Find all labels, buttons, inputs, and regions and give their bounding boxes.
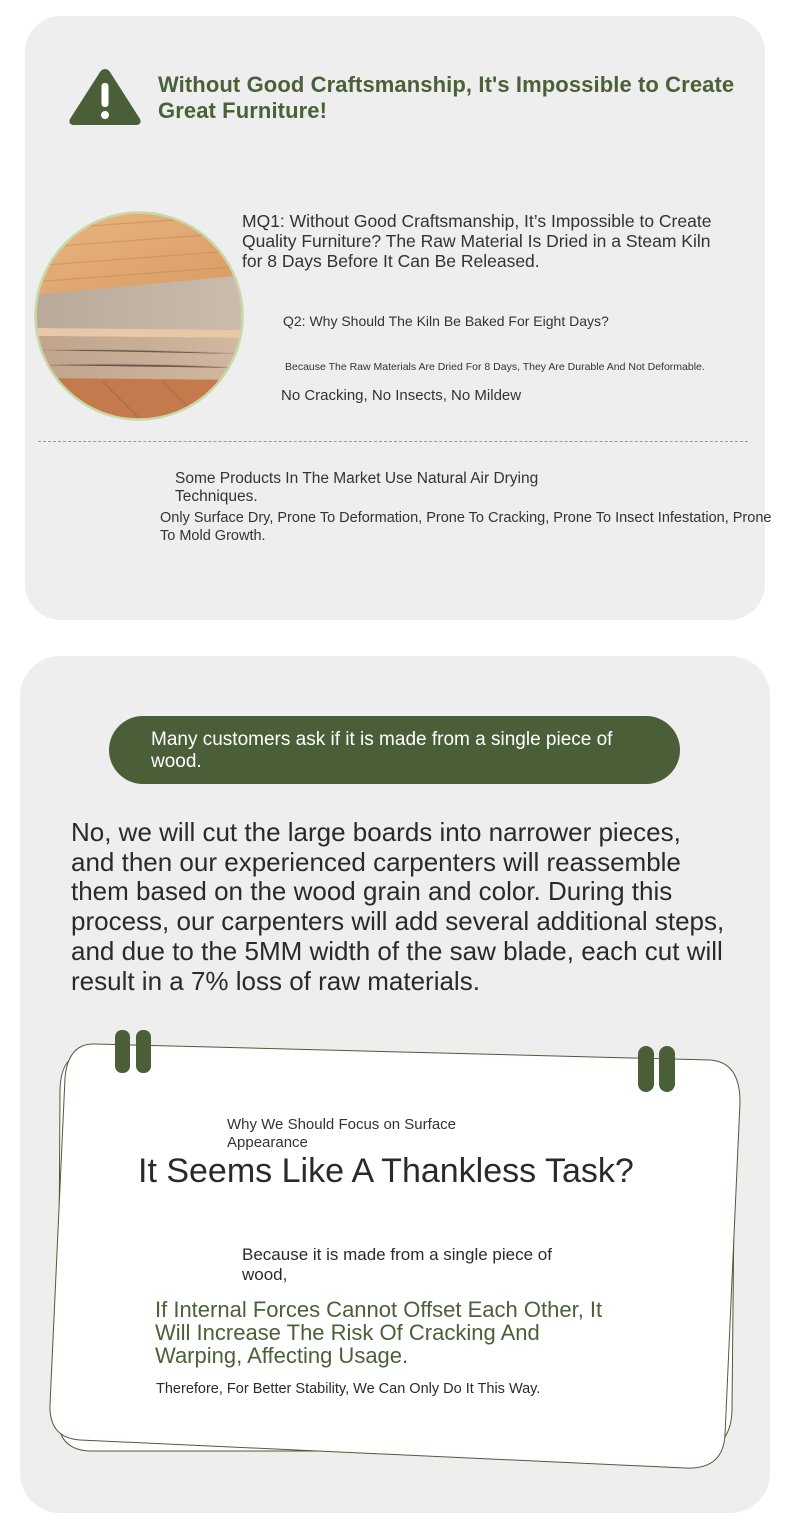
section-divider xyxy=(38,441,748,442)
answer-paragraph: No, we will cut the large boards into narrower pieces, and then our experienced carpenters will reassemble them based on the wood grain and color. During this process, our carpenters will add several additional steps, and due to the 5MM width of the saw blade, each cut will result in a 7% loss of raw materials. xyxy=(71,817,725,996)
card-title: It Seems Like A Thankless Task? xyxy=(138,1152,634,1190)
wood-grain-photo xyxy=(33,210,245,422)
card-warning: If Internal Forces Cannot Offset Each Other, It Will Increase The Risk Of Cracking And Warping, Affecting Usage. xyxy=(155,1297,603,1368)
benefits-list: No Cracking, No Insects, No Mildew xyxy=(281,387,522,404)
mq1-question: MQ1: Without Good Craftsmanship, It’s Impossible to Create Quality Furniture? The Raw Material Is Dried in a Steam Kiln for 8 Days Before It Can Be Released. xyxy=(242,211,712,271)
card-because: Because it is made from a single piece of wood, xyxy=(242,1245,552,1284)
card-subtitle: Why We Should Focus on Surface Appearance xyxy=(227,1116,456,1151)
question-pill-text: Many customers ask if it is made from a single piece of wood. xyxy=(151,729,613,772)
drying-reason: Because The Raw Materials Are Dried For 8 Days, They Are Durable And Not Deformable. xyxy=(285,361,705,373)
warning-triangle-icon xyxy=(68,67,142,127)
q2-question: Q2: Why Should The Kiln Be Baked For Eight Days? xyxy=(283,313,609,329)
drawbacks-list: Only Surface Dry, Prone To Deformation, Prone To Cracking, Prone To Insect Infestation, Prone To Mold Growth. xyxy=(160,510,772,544)
card-conclusion: Therefore, For Better Stability, We Can Only Do It This Way. xyxy=(156,1381,541,1397)
page-headline: Without Good Craftsmanship, It's Impossible to Create Great Furniture! xyxy=(158,72,735,123)
market-note: Some Products In The Market Use Natural Air Drying Techniques. xyxy=(175,470,539,505)
